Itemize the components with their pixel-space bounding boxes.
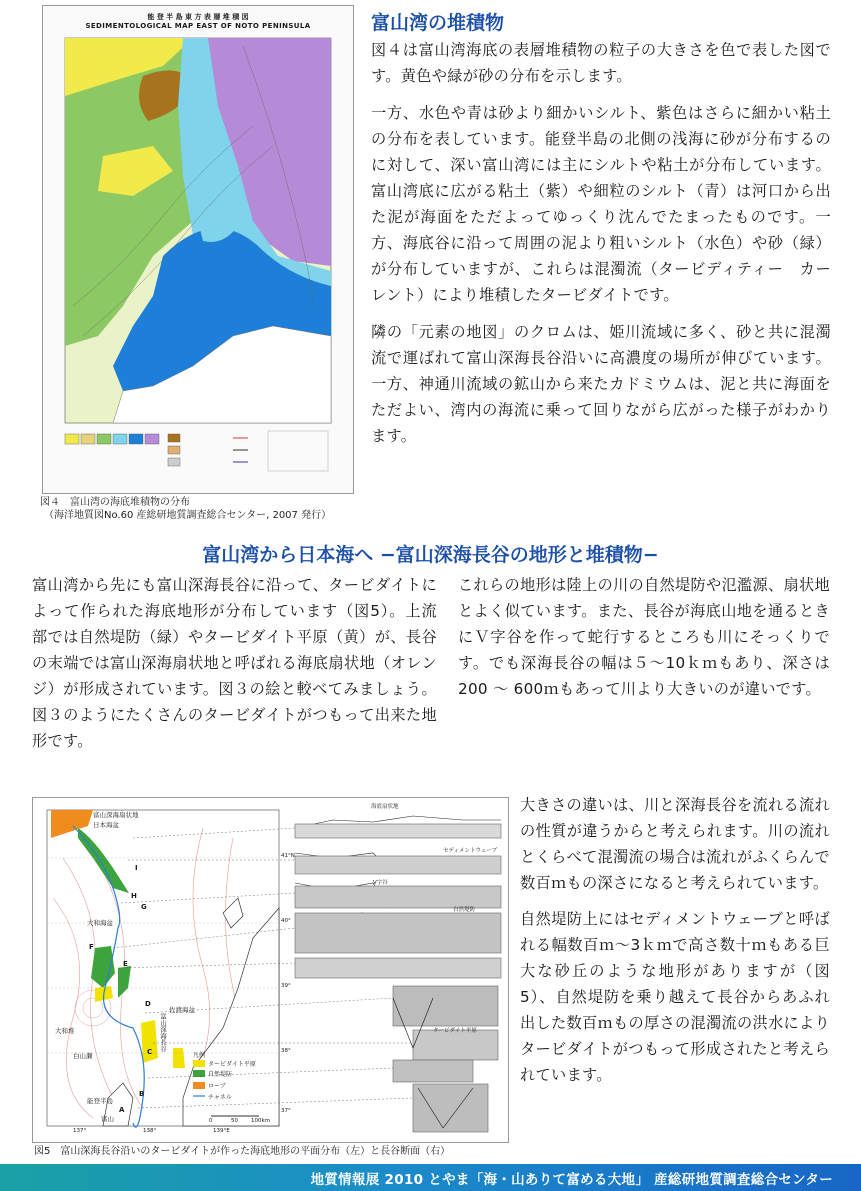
section1-paragraph-3: 隣の「元素の地図」のクロムは、姫川流域に多く、砂と共に混濁流で運ばれて富山深海長谷沿いに高濃度の場所が伸びています。一方、神通川流域の鉱山から来たカドミウムは、泥と共に海面をただよい、湾内の海流に乗って回りながら広がった様子がわかります。 <box>371 323 831 445</box>
fig5-label-yamato-basin: 大和海盆 <box>87 919 113 927</box>
fig5-scale-50: 50 <box>231 1118 238 1124</box>
fig5-label-basin: 日本海盆 <box>93 821 119 829</box>
fig5-label-channel: 富山深海長谷 <box>159 1013 167 1052</box>
figure4-map-title-jp: 能 登 半 島 東 方 表 層 堆 積 図 <box>147 13 249 21</box>
section1-body <box>371 37 831 449</box>
fig5-scale-100: 100km <box>251 1118 271 1124</box>
fig5-label-yamato-bank: 大和堆 <box>55 1027 75 1035</box>
figure4-map-graphic <box>43 6 353 493</box>
section2-lower-body <box>520 792 830 1088</box>
fig5-legend-lobe: ローブ <box>208 1083 226 1090</box>
section2-lower-paragraph-2: 自然堤防上にはセディメントウェーブと呼ばれる幅数百ｍ〜3ｋｍで高さ数十ｍもある巨大な砂丘のような地形がありますが（図5）、自然堤防を乗り越えて長谷からあふれ出した数百ｍもの厚さの混濁流の洪水によりタービダイトがつもって形成されたと考えられています。 <box>520 910 830 1084</box>
fig5-lon-137: 137° <box>73 1128 87 1134</box>
fig5-legend-channel: チャネル <box>208 1094 232 1101</box>
fig5-letter-a: A <box>119 1106 125 1114</box>
figure4-sediment-map <box>42 5 354 494</box>
fig5-label-noto: 能登半島 <box>87 1097 113 1105</box>
section2-right-paragraph: これらの地形は陸上の川の自然堤防や氾濫源、扇状地とよく似ています。また、長谷が海底山地を通るときにＶ字谷を作って蛇行するところも川にそっくりです。でも深海長谷の幅は５〜10ｋｍもあり、深さは200 〜 600ｍもあって川より大きいのが違いです。 <box>458 576 830 698</box>
fig5-letter-f: F <box>89 943 94 951</box>
fig5-profile-plain: タービダイト平原 <box>433 1028 477 1034</box>
footer-bar <box>0 1164 861 1191</box>
fig5-letter-b: B <box>139 1090 145 1098</box>
fig5-lat-40: 40° <box>281 918 291 924</box>
fig5-legend-levee: 自然堤防 <box>208 1071 233 1078</box>
fig5-label-sado: 佐渡海盆 <box>169 1006 195 1014</box>
fig5-lat-38: 38° <box>281 1048 291 1054</box>
fig5-legend-plain: タービダイト平原 <box>208 1061 256 1068</box>
figure4-caption-line2: （海洋地質図No.60 産総研地質調査総合センター, 2007 発行） <box>44 510 332 521</box>
figure4-map-title-en: SEDIMENTOLOGICAL MAP EAST OF NOTO PENINSULA <box>85 22 311 30</box>
fig5-label-fan: 富山深海扇状地 <box>93 811 139 819</box>
fig5-lon-139: 139°E <box>213 1128 230 1134</box>
section2-title: 富山湾から日本海へ −富山深海長谷の地形と堆積物− <box>202 544 659 566</box>
fig5-letter-e: E <box>123 960 128 968</box>
fig5-label-toyama: 富山 <box>101 1115 114 1123</box>
section1-paragraph-2: 一方、水色や青は砂より細かいシルト、紫色はさらに細かい粘土の分布を表しています。能登半島の北側の浅海に砂が分布するのに対して、深い富山湾には主にシルトや粘土が分布しています。富山湾底に広がる粘土（紫）や細粒のシルト（青）は河口から出た泥が海面をただよってゆっくり沈んでたまったものです。一方、海底谷に沿って周囲の泥より粗いシルト（水色）や砂（緑）が分布していますが、これらは混濁流（タービディティー カーレント）により堆積したタービダイトです。 <box>371 104 831 304</box>
fig5-lat-41: 41°N <box>281 853 295 859</box>
fig5-profile-sediment-wave: セディメントウェーブ <box>443 848 498 854</box>
figure5-caption: 図5 富山深海長谷沿いのタービダイトが作った海底地形の平面分布（左）と長谷断面（右） <box>34 1146 451 1157</box>
fig5-profile-fan: 海底扇状地 <box>371 804 399 810</box>
figure4-caption-line1: 図４ 富山湾の海底堆積物の分布 <box>40 497 190 508</box>
fig5-letter-h: H <box>131 892 137 900</box>
fig5-scale-0: 0 <box>209 1118 213 1124</box>
footer-text: 地質情報展 2010 とやま「海・山ありて富める大地」 産総研地質調査総合センター <box>310 1172 833 1188</box>
figure5-figure <box>32 797 509 1143</box>
fig5-letter-c: C <box>147 1048 153 1056</box>
fig5-letter-g: G <box>141 903 147 911</box>
section1-paragraph-1: 図４は富山湾海底の表層堆積物の粒子の大きさを色で表した図です。黄色や緑が砂の分布を示します。 <box>371 41 831 85</box>
section2-left-paragraph: 富山湾から先にも富山深海長谷に沿って、タービダイトによって作られた海底地形が分布しています（図5）。上流部では自然堤防（緑）やタービダイト平原（黄）が、長谷の末端では富山深海扇状地と呼ばれる海底扇状地（オレンジ）が形成されています。図３の絵と較べてみましょう。図３のようにたくさんのタービダイトがつもって出来た地形です。 <box>32 576 437 750</box>
section2-lower-paragraph-1: 大きさの違いは、川と深海長谷を流れる流れの性質が違うからと考えられます。川の流れとくらべて混濁流の場合は流れがふくらんで数百ｍもの深さになると考えられています。 <box>520 796 830 892</box>
figure5-graphic <box>33 798 508 1142</box>
fig5-letter-i: I <box>135 864 138 872</box>
fig5-lat-37: 37° <box>281 1108 291 1114</box>
fig5-lat-39: 39° <box>281 983 291 989</box>
fig5-letter-d: D <box>145 1000 151 1008</box>
fig5-legend-title: 凡例 <box>193 1052 206 1059</box>
fig5-profile-v-valley: V字谷 <box>373 880 388 886</box>
fig5-lon-138: 138° <box>143 1128 157 1134</box>
section1-title: 富山湾の堆積物 <box>371 12 505 34</box>
fig5-profile-levee: 自然堤防 <box>453 907 476 913</box>
fig5-label-hakusan: 白山瀬 <box>73 1052 93 1060</box>
